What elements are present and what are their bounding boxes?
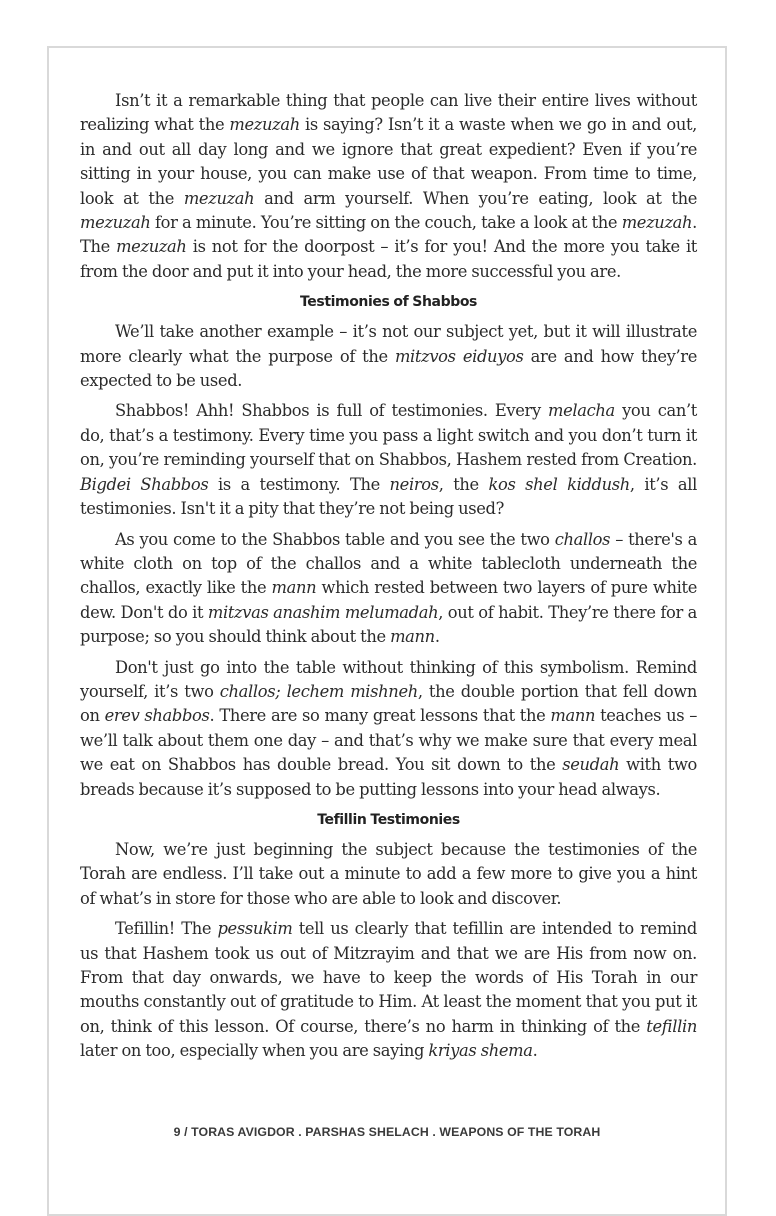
italic-term: mann <box>390 627 435 647</box>
text-run: and arm yourself. When you’re eating, look at the <box>254 188 697 208</box>
text-run: . <box>434 627 440 647</box>
text-run: – there's a white cloth on top of the challos and a white tablecloth underneath the challos, exactly like the <box>80 529 697 598</box>
italic-term: challos <box>554 529 611 549</box>
text-run: you can’t do, that’s a testimony. Every time you pass a light switch and you don’t turn it on, you’re reminding yourself that on Shabbos, Hashem rested from Creation. <box>80 401 697 470</box>
italic-term: kriyas shema <box>428 1041 533 1061</box>
section-heading: Tefillin Testimonies <box>317 811 460 828</box>
italic-term: mann <box>271 578 317 598</box>
body-paragraph <box>80 656 697 802</box>
document-body <box>80 89 697 1070</box>
text-run: which rested between two layers of pure white dew. Don't do it <box>80 578 697 622</box>
body-paragraph <box>80 838 697 911</box>
text-run: Now, we’re just beginning the subject because the testimonies of the Torah are endless. I’ll take out a minute to add a few more to give you a hint of what’s in store for those who are able to look and discover. <box>80 839 697 908</box>
text-run: are and how they’re expected to be used. <box>80 346 698 391</box>
italic-term: mezuzah <box>229 115 300 135</box>
italic-term: mezuzah <box>183 188 255 208</box>
text-run: later on too, especially when you are saying <box>80 1041 429 1061</box>
italic-term: challos; lechem mishneh <box>219 681 418 701</box>
text-run: is saying? Isn’t it a waste when we go in and out, in and out all day long and we ignore that great expedient? Even if you’re sitting in your house, you can make use of that weapon. From time to time, look at the <box>80 115 697 208</box>
page-footer: 9 / TORAS AVIGDOR . PARSHAS SHELACH . WEAPONS OF THE TORAH <box>173 1125 601 1139</box>
text-run: , the double portion that fell down on <box>80 681 697 726</box>
italic-term: melacha <box>548 401 615 421</box>
text-run: with two breads because it’s supposed to be putting lessons into your head always. <box>80 755 697 799</box>
text-run: , the <box>438 474 489 494</box>
text-run: Tefillin! The <box>115 919 218 939</box>
text-run: Isn’t it a remarkable thing that people can live their entire lives without realizing what the <box>80 91 697 135</box>
italic-term: mitzvos eiduyos <box>394 346 524 366</box>
italic-term: pessukim <box>217 919 293 939</box>
italic-term: kos shel kiddush <box>488 474 630 494</box>
text-run: is a testimony. The <box>208 474 390 494</box>
text-run: . There are so many great lessons that the <box>209 706 551 726</box>
body-paragraph <box>80 528 697 650</box>
italic-term: seudah <box>562 755 620 775</box>
italic-term: mitzvas anashim melumadah <box>207 602 439 622</box>
italic-term: mezuzah <box>116 237 187 257</box>
text-run: As you come to the Shabbos table and you see the two <box>115 529 555 549</box>
text-run: . The <box>80 213 697 257</box>
section-heading: Testimonies of Shabbos <box>300 294 477 311</box>
italic-term: mezuzah <box>80 213 151 233</box>
text-run: teaches us – we’ll talk about them one day – and that’s why we make sure that every meal we eat on Shabbos has double bread. You sit down to the <box>80 706 697 775</box>
text-run: , it’s all testimonies. Isn't it a pity that they’re not being used? <box>80 474 698 519</box>
body-paragraph <box>80 320 697 393</box>
text-run: Don't just go into the table without thinking of this symbolism. Remind yourself, it’s two <box>80 657 697 701</box>
italic-term: tefillin <box>646 1016 697 1036</box>
text-run: Shabbos! Ahh! Shabbos is full of testimonies. Every <box>115 401 549 421</box>
text-run: for a minute. You’re sitting on the couch, take a look at the <box>150 213 622 233</box>
italic-term: erev shabbos <box>104 706 210 726</box>
italic-term: neiros <box>389 474 439 494</box>
body-paragraph <box>80 399 697 521</box>
text-run: , out of habit. They’re there for a purpose; so you should think about the <box>80 602 697 647</box>
text-run: tell us clearly that tefillin are intended to remind us that Hashem took us out of Mitzrayim and that we are His from now on. From that day onwards, we have to keep the words of His Torah in our mouths constantly out of gratitude to Him. At least the moment that you put it on, think of this lesson. Of course, there’s no harm in thinking of the <box>80 919 697 1036</box>
body-paragraph <box>80 917 697 1063</box>
italic-term: mezuzah <box>621 213 693 233</box>
text-run: is not for the doorpost – it’s for you! And the more you take it from the door and put it into your head, the more successful you are. <box>80 237 697 281</box>
body-paragraph <box>80 89 697 284</box>
italic-term: Bigdei Shabbos <box>80 474 209 494</box>
italic-term: mann <box>550 706 596 726</box>
text-run: We’ll take another example – it’s not our subject yet, but it will illustrate more clearly what the purpose of the <box>80 322 697 366</box>
text-run: . <box>532 1041 538 1061</box>
